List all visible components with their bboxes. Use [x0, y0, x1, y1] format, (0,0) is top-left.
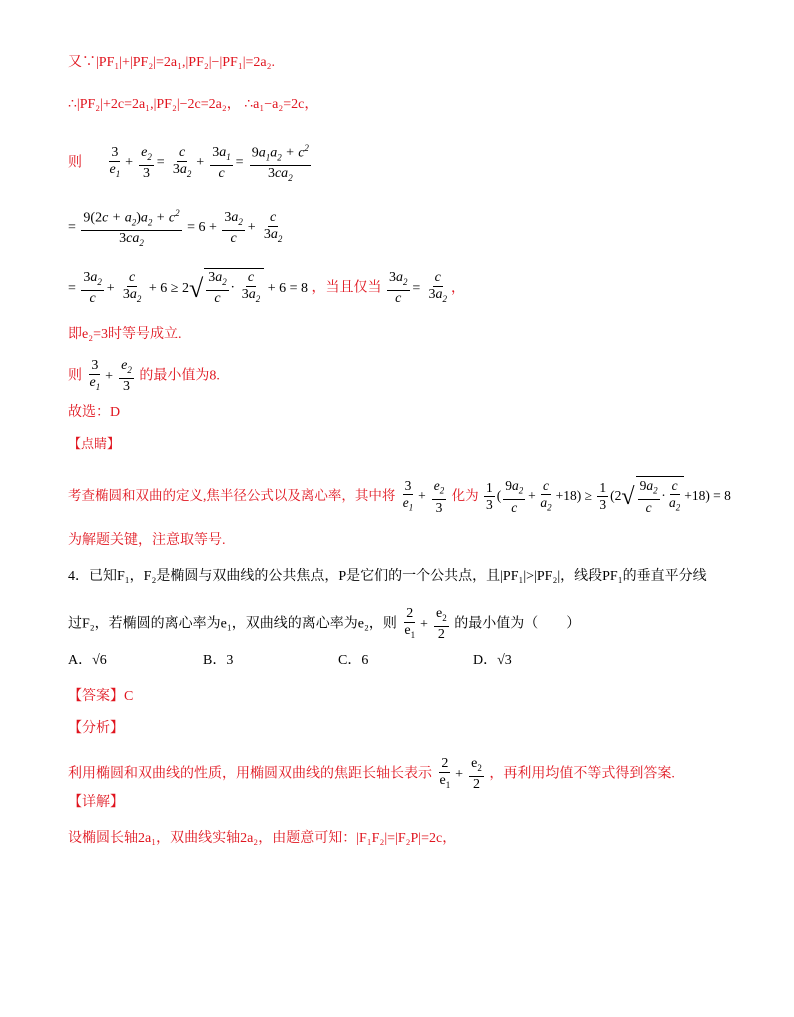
solution-line-6 [68, 326, 182, 344]
analysis-text-b: ，再利用均值不等式得到答案. [489, 766, 675, 782]
text-line-2: ∴|PF₂|+2c=2a₁,|PF₂|−2c=2a₂， ∴a₁−a₂=2c， [68, 97, 319, 112]
equation-line-5: = $\frac{3a_2}{c}$ + $\frac{c}{3a_2}$ + 6 ≥ 2√ $\frac{3a_2}{c}$ · $\frac{c}{3a_2}$ + 6 = 8 [68, 270, 309, 306]
detail-line [68, 830, 456, 848]
analysis-heading [68, 720, 124, 738]
solution-line-10 [68, 532, 226, 550]
text-line-6: 即e₂=3时等号成立. [68, 327, 182, 342]
expression-line-7: $\frac{3}{e_1}$ + $\frac{e_2}{3}$ [89, 358, 132, 394]
option-d: D．√3 [473, 653, 512, 668]
option-a: A．√6 [68, 653, 107, 668]
solution-line-4 [68, 205, 286, 251]
then-label: 则 [68, 155, 82, 171]
option-c: C．6 [338, 653, 369, 668]
detail-tag: 【详解】 [68, 795, 124, 810]
solution-line-7 [68, 358, 220, 395]
text-line-9-mid: 化为 [451, 487, 479, 503]
solution-line-5 [68, 268, 465, 307]
detail-heading [68, 794, 124, 812]
analysis-line [68, 756, 675, 793]
answer-line [68, 688, 133, 706]
solution-line-3 [68, 140, 313, 186]
equality-condition: $\frac{3a_2}{c}$ = $\frac{c}{3a_2}$ ， [389, 270, 465, 306]
equation-line-3: $\frac{3}{e_1}$ + $\frac{e_2}{3}$ = $\frac{c}{3a_2}$ + $\frac{3a_1}{c}$ = $\frac{9a_1a_2 + c^2}{3ca_2}$ [106, 155, 313, 170]
choice-text: 故选：D [68, 405, 121, 420]
analysis-text-a: 利用椭圆和双曲线的性质，用椭圆双曲线的焦距长轴长表示 [68, 766, 432, 782]
then-label-2: 则 [68, 368, 82, 384]
equation-line-4: = $\frac{9(2c + a_2)a_2 + c^2}{3ca_2}$ = 6 + $\frac{3a_2}{c}$ + $\frac{c}{3a_2}$ [68, 220, 286, 235]
question-4-line-2 [68, 606, 580, 643]
solution-line-9 [68, 476, 731, 516]
solution-line-1 [68, 54, 275, 72]
dianjing-heading [68, 436, 120, 454]
expression-line-9b: $\frac{1}{3}$ ( $\frac{9a_2}{c}$ + $\frac{c}{a_2}$ +18) ≥ $\frac{1}{3}$ (2√ $\frac{9a_2}{c}$ · $\frac{c}{a_2}$ +18) = 8 [486, 478, 731, 515]
text-line-9-prefix: 考查椭圆和双曲的定义,焦半径公式以及离心率，其中将 [68, 487, 396, 503]
option-b: B．3 [203, 653, 234, 668]
text-line-1: 又∵|PF₁|+|PF₂|=2a₁,|PF₂|−|PF₁|=2a₂. [68, 55, 276, 70]
question-4-text-b2: 的最小值为（ ） [454, 616, 581, 632]
min-value-text: 的最小值为8. [139, 368, 220, 384]
equality-condition-label: ，当且仅当 [311, 280, 382, 296]
text-line-10: 为解题关键，注意取等号. [68, 533, 226, 548]
analysis-tag: 【分析】 [68, 721, 124, 736]
solution-line-2 [68, 96, 318, 114]
question-4-expression: $\frac{2}{e_1}$ + $\frac{e_2}{2}$ [404, 606, 447, 642]
question-4-text-a: 4．已知F₁，F₂是椭圆与双曲线的公共焦点，P是它们的一个公共点，且|PF₁|>|PF₂|，线段PF₁的垂直平分线 [68, 569, 707, 584]
dianjing-tag: 【点睛】 [68, 437, 121, 452]
answer-text: 【答案】C [68, 689, 134, 704]
analysis-expression: $\frac{2}{e_1}$ + $\frac{e_2}{2}$ [439, 756, 482, 792]
expression-line-9a: $\frac{3}{e_1}$ + $\frac{e_2}{3}$ [402, 478, 445, 515]
solution-line-8 [68, 404, 120, 422]
options-row [68, 652, 608, 670]
detail-text: 设椭圆长轴2a₁，双曲线实轴2a₂，由题意可知：|F₁F₂|=|F₂P|=2c， [68, 831, 457, 846]
question-4-text-b1: 过F₂，若椭圆的离心率为e₁，双曲线的离心率为e₂，则 [68, 616, 397, 632]
question-4-line-1 [68, 568, 707, 586]
